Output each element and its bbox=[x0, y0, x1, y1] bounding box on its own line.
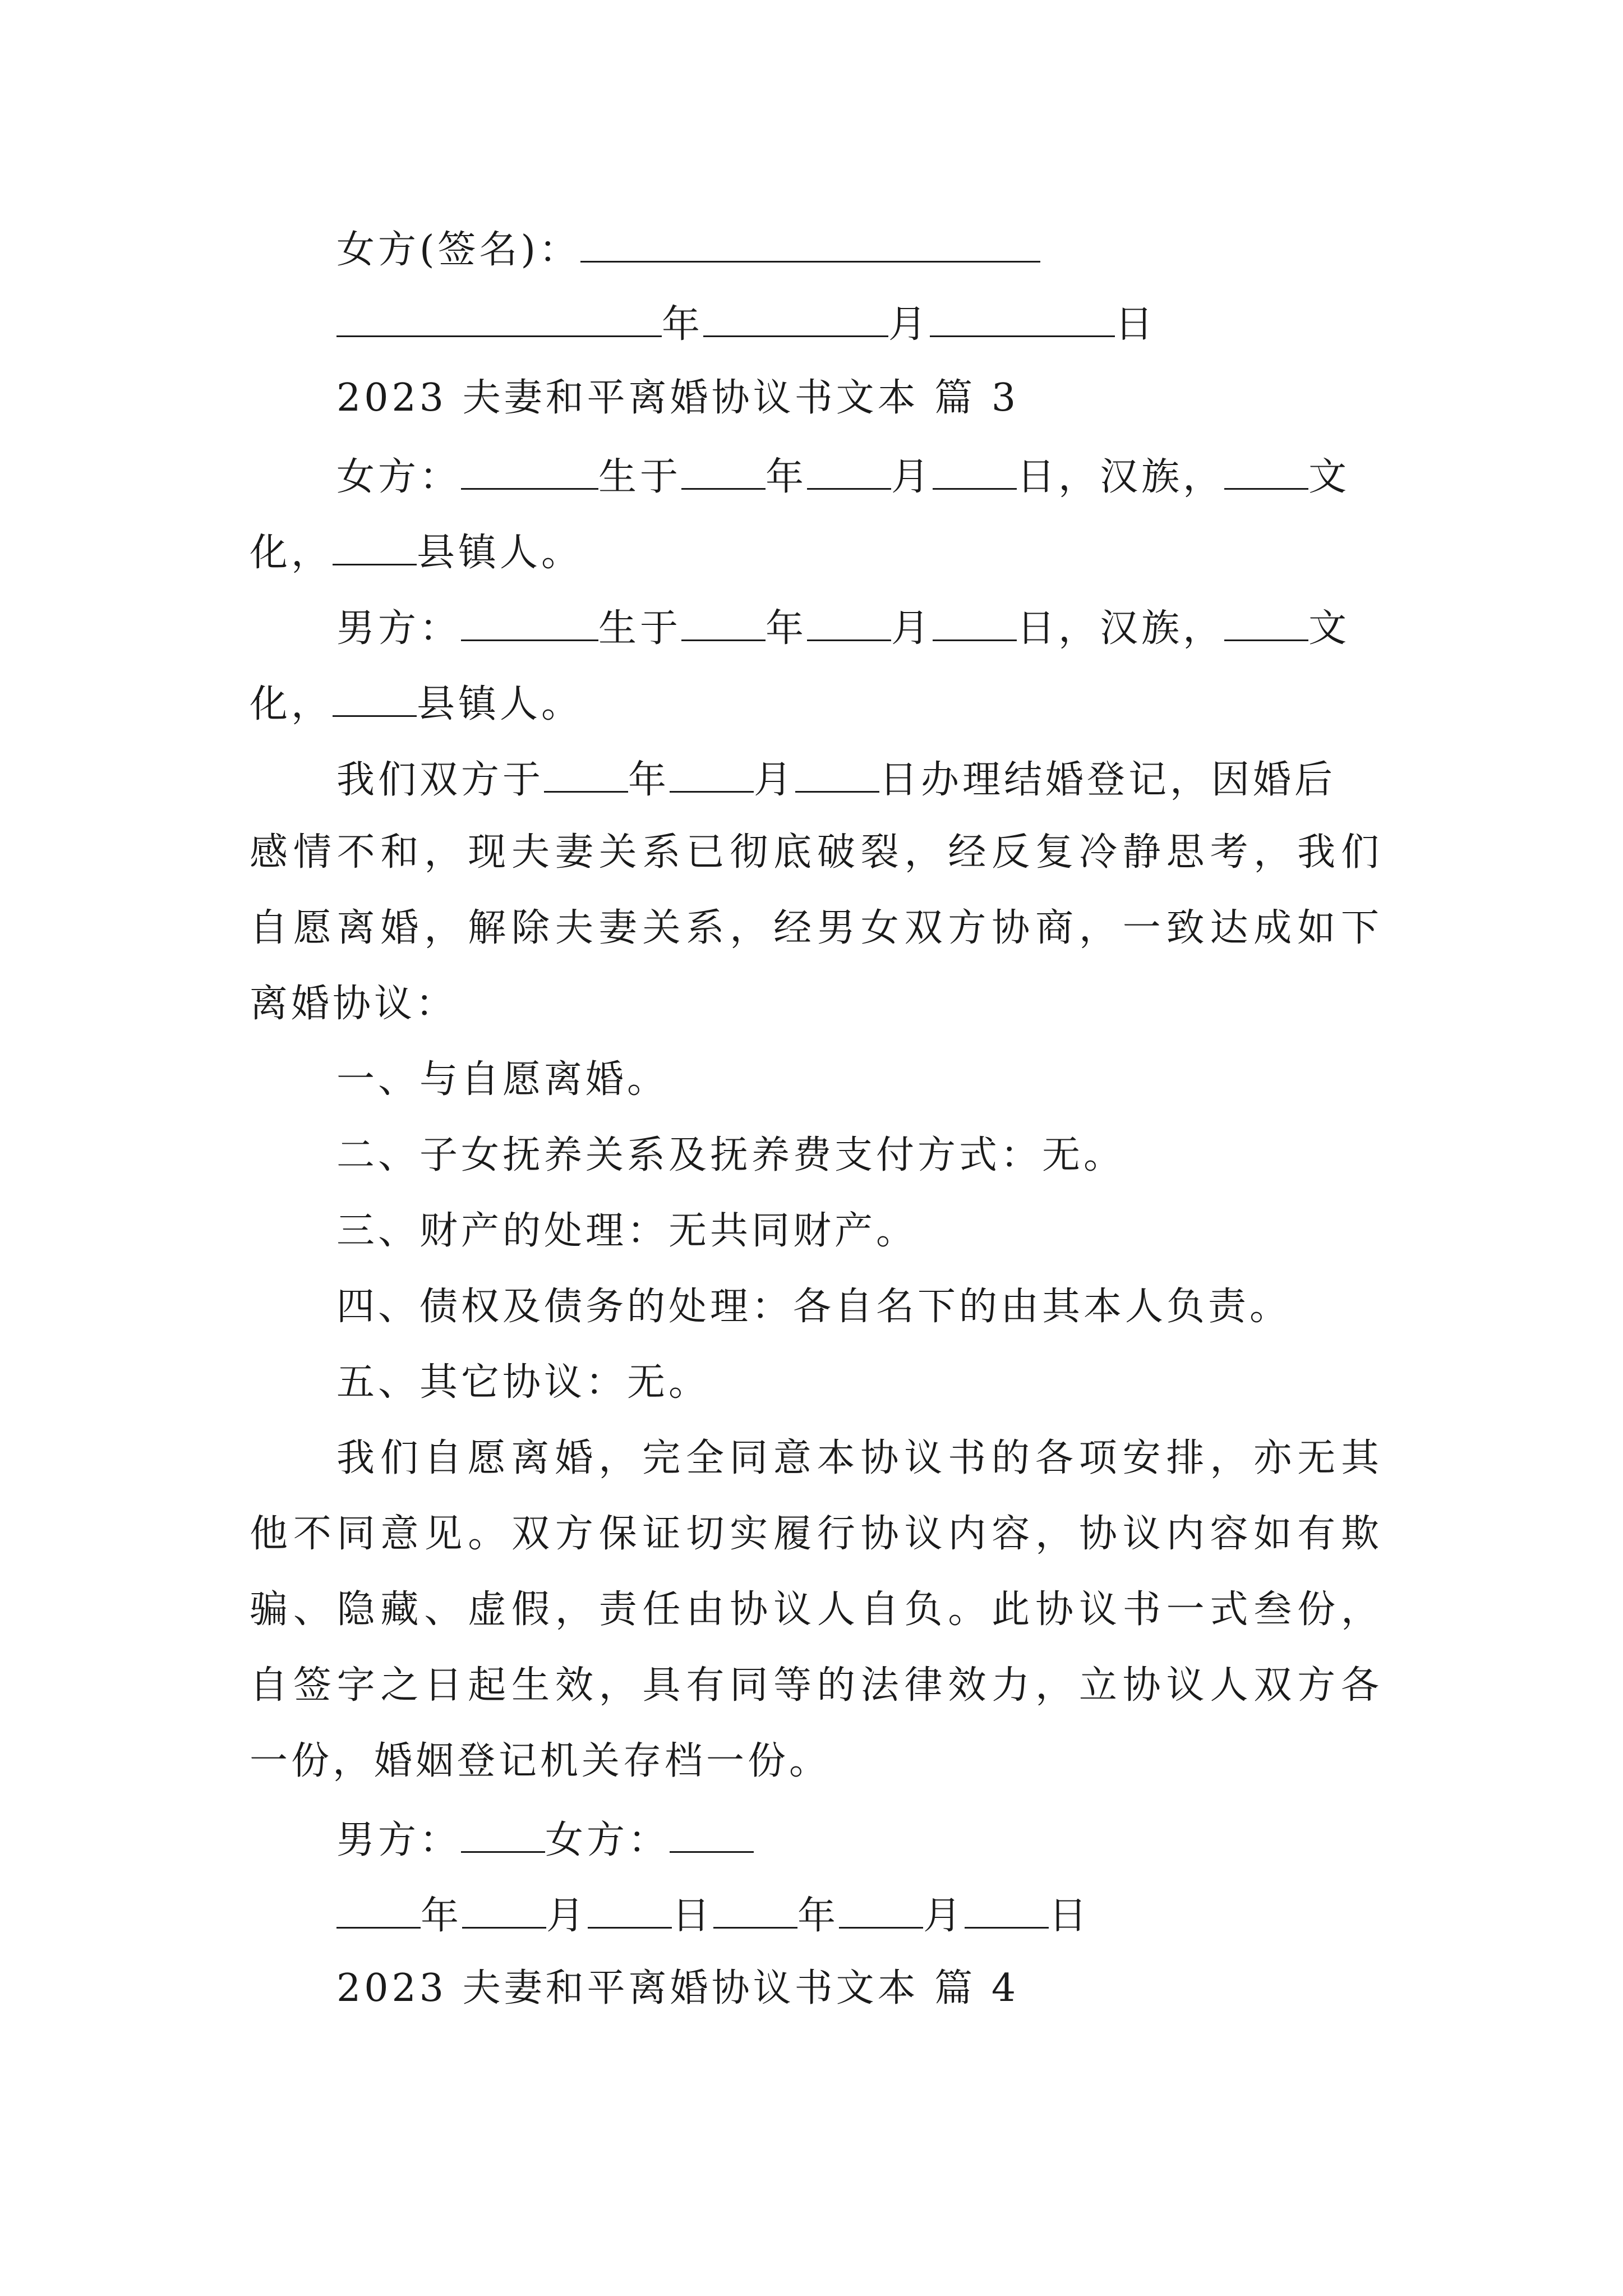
birth-day-blank bbox=[933, 600, 1017, 641]
year-label: 年 bbox=[628, 758, 670, 802]
day-label: 日 bbox=[1115, 302, 1157, 347]
marriage-day-blank bbox=[795, 752, 879, 793]
male-day-blank bbox=[588, 1888, 672, 1929]
agreement-item-5: 五、其它协议：无。 bbox=[336, 1360, 711, 1405]
closing-line-5: 一份，婚姻登记机关存档一份。 bbox=[250, 1739, 831, 1783]
male-label: 男方： bbox=[336, 606, 462, 651]
female-signer-blank bbox=[670, 1812, 754, 1853]
section-4-heading: 2023 夫妻和平离婚协议书文本 篇 4 bbox=[336, 1966, 1020, 2010]
day-label: 日 bbox=[1049, 1894, 1091, 1938]
month-label: 月 bbox=[546, 1894, 588, 1938]
county-blank bbox=[333, 676, 417, 717]
signature-date-line bbox=[336, 296, 1382, 347]
female-signature-label: 女方(签名)： bbox=[336, 228, 581, 272]
day-ethnicity-label: 日，汉族， bbox=[1017, 606, 1225, 651]
year-label: 年 bbox=[766, 455, 808, 499]
birth-year-blank bbox=[681, 449, 766, 490]
signers-line bbox=[336, 1812, 1382, 1862]
agreement-item-1: 一、与自愿离婚。 bbox=[336, 1057, 669, 1102]
year-label: 年 bbox=[662, 302, 704, 347]
birth-month-blank bbox=[807, 600, 891, 641]
male-year-blank bbox=[336, 1888, 421, 1929]
female-day-blank bbox=[965, 1888, 1049, 1929]
day-ethnicity-label: 日，汉族， bbox=[1017, 455, 1225, 499]
closing-line-2: 他不同意见。双方保证切实履行协议内容，协议内容如有欺 bbox=[250, 1512, 1382, 1556]
female-signature-line bbox=[336, 222, 1382, 272]
month-label: 月 bbox=[923, 1894, 965, 1938]
month-blank bbox=[703, 296, 888, 337]
male-month-blank bbox=[462, 1888, 546, 1929]
year-label: 年 bbox=[766, 606, 808, 651]
born-label: 生于 bbox=[598, 455, 682, 499]
agreement-item-2: 二、子女抚养关系及抚养费支付方式：无。 bbox=[336, 1133, 1126, 1177]
day-blank bbox=[930, 296, 1115, 337]
intro-line-1 bbox=[336, 752, 1382, 802]
female-name-blank bbox=[461, 449, 598, 490]
culture-suffix: 化， bbox=[250, 682, 333, 726]
male-info-line-2 bbox=[250, 676, 1382, 726]
month-label: 月 bbox=[891, 455, 933, 499]
year-label: 年 bbox=[797, 1894, 840, 1938]
female-signature-blank bbox=[580, 222, 1040, 263]
intro-line-3: 自愿离婚，解除夫妻关系，经男女双方协商，一致达成如下 bbox=[250, 906, 1382, 950]
county-label: 县镇人。 bbox=[417, 682, 583, 726]
intro-line-2: 感情不和，现夫妻关系已彻底破裂，经反复冷静思考，我们 bbox=[250, 830, 1382, 875]
female-label: 女方： bbox=[336, 455, 462, 499]
closing-line-1: 我们自愿离婚，完全同意本协议书的各项安排，亦无其 bbox=[336, 1436, 1382, 1480]
county-label: 县镇人。 bbox=[417, 531, 583, 575]
agreement-item-3: 三、财产的处理：无共同财产。 bbox=[336, 1209, 918, 1253]
county-blank bbox=[333, 524, 417, 565]
born-label: 生于 bbox=[598, 606, 682, 651]
female-info-line-2 bbox=[250, 524, 1382, 575]
culture-label: 文 bbox=[1308, 455, 1350, 499]
culture-label: 文 bbox=[1308, 606, 1350, 651]
male-signer-label: 男方： bbox=[336, 1818, 462, 1862]
signers-date-line bbox=[336, 1888, 1382, 1938]
month-label: 月 bbox=[754, 758, 796, 802]
intro-text: 日办理结婚登记，因婚后 bbox=[879, 758, 1336, 802]
month-label: 月 bbox=[891, 606, 933, 651]
female-info-line-1 bbox=[336, 449, 1382, 499]
year-blank bbox=[336, 296, 662, 337]
closing-line-4: 自签字之日起生效，具有同等的法律效力，立协议人双方各 bbox=[250, 1663, 1382, 1708]
intro-text: 我们双方于 bbox=[336, 758, 545, 802]
day-label: 日 bbox=[672, 1894, 714, 1938]
year-label: 年 bbox=[421, 1894, 463, 1938]
education-blank bbox=[1224, 449, 1308, 490]
closing-line-3: 骗、隐藏、虚假，责任由协议人自负。此协议书一式叁份， bbox=[250, 1588, 1382, 1632]
agreement-item-4: 四、债权及债务的处理：各自名下的由其本人负责。 bbox=[336, 1285, 1292, 1329]
birth-month-blank bbox=[807, 449, 891, 490]
male-info-line-1 bbox=[336, 600, 1382, 651]
birth-day-blank bbox=[933, 449, 1017, 490]
female-year-blank bbox=[713, 1888, 797, 1929]
male-signer-blank bbox=[461, 1812, 545, 1853]
marriage-year-blank bbox=[544, 752, 628, 793]
female-signer-label: 女方： bbox=[545, 1818, 670, 1862]
birth-year-blank bbox=[681, 600, 766, 641]
male-name-blank bbox=[461, 600, 598, 641]
section-3-heading: 2023 夫妻和平离婚协议书文本 篇 3 bbox=[336, 376, 1020, 420]
female-month-blank bbox=[839, 1888, 923, 1929]
intro-line-4: 离婚协议： bbox=[250, 982, 458, 1026]
education-blank bbox=[1224, 600, 1308, 641]
marriage-month-blank bbox=[670, 752, 754, 793]
culture-suffix: 化， bbox=[250, 531, 333, 575]
month-label: 月 bbox=[888, 302, 930, 347]
